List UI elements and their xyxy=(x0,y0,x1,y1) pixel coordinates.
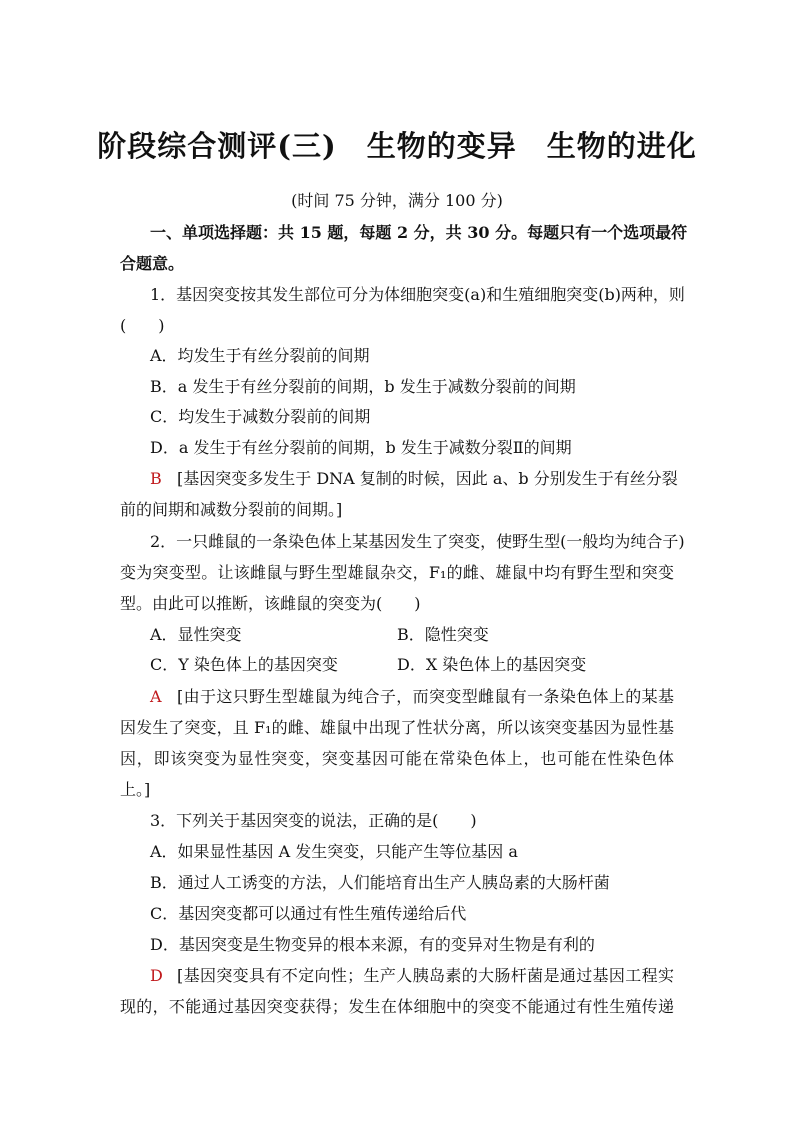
page-title: 阶段综合测评(三) 生物的变异 生物的进化 xyxy=(97,129,697,163)
q1-option-c: C．均发生于减数分裂前的间期 xyxy=(150,407,371,426)
q2-option-c: C．Y 染色体上的基因突变 xyxy=(150,655,338,674)
q2-option-d: D．X 染色体上的基因突变 xyxy=(397,655,587,674)
q1-answer: B xyxy=(150,469,162,488)
q3-stem: 3．下列关于基因突变的说法，正确的是( ) xyxy=(150,811,477,830)
section-heading-line2: 合题意。 xyxy=(120,254,185,273)
q2-explain-line3: 因，即该突变为显性突变，突变基因可能在常染色体上，也可能在性染色体 xyxy=(120,749,674,768)
q3-option-b: B．通过人工诱变的方法，人们能培育出生产人胰岛素的大肠杆菌 xyxy=(150,873,610,892)
q3-answer: D xyxy=(150,966,163,985)
q1-explain-line1: [基因突变多发生于 DNA 复制的时候，因此 a、b 分别发生于有丝分裂 xyxy=(177,469,678,488)
q1-option-a: A．均发生于有丝分裂前的间期 xyxy=(150,346,370,365)
q2-stem-line3: 型。由此可以推断，该雌鼠的突变为( ) xyxy=(120,594,421,613)
section-heading-line1: 一、单项选择题：共 15 题，每题 2 分，共 30 分。每题只有一个选项最符 xyxy=(150,223,688,242)
q1-option-d: D．a 发生于有丝分裂前的间期，b 发生于减数分裂Ⅱ的间期 xyxy=(150,438,572,457)
q2-explain-line4: 上。] xyxy=(120,780,151,799)
q3-option-d: D．基因突变是生物变异的根本来源，有的变异对生物是有利的 xyxy=(150,935,595,954)
q3-option-a: A．如果显性基因 A 发生突变，只能产生等位基因 a xyxy=(150,842,518,861)
q3-option-c: C．基因突变都可以通过有性生殖传递给后代 xyxy=(150,904,467,923)
q1-explain-line2: 前的间期和减数分裂前的间期。] xyxy=(120,500,343,519)
q2-explain-line2: 因发生了突变，且 F₁的雌、雄鼠中出现了性状分离，所以该突变基因为显性基 xyxy=(120,718,674,737)
q2-option-a: A．显性突变 xyxy=(150,625,242,644)
q2-stem-line2: 变为突变型。让该雌鼠与野生型雄鼠杂交，F₁的雌、雄鼠中均有野生型和突变 xyxy=(120,563,674,582)
q2-answer: A xyxy=(150,687,162,706)
q1-option-b: B．a 发生于有丝分裂前的间期，b 发生于减数分裂前的间期 xyxy=(150,377,576,396)
q3-explain-line1: [基因突变具有不定向性；生产人胰岛素的大肠杆菌是通过基因工程实 xyxy=(177,966,674,985)
q1-stem-line1: 1．基因突变按其发生部位可分为体细胞突变(a)和生殖细胞突变(b)两种，则 xyxy=(150,285,685,304)
q1-stem-line2: ( ) xyxy=(120,316,165,335)
q2-explain-line1: [由于这只野生型雄鼠为纯合子，而突变型雌鼠有一条染色体上的某基 xyxy=(177,687,674,706)
q2-option-b: B．隐性突变 xyxy=(397,625,489,644)
exam-meta: (时间 75 分钟，满分 100 分) xyxy=(291,191,503,210)
q3-explain-line2: 现的，不能通过基因突变获得；发生在体细胞中的突变不能通过有性生殖传递 xyxy=(120,997,674,1016)
q2-stem-line1: 2．一只雌鼠的一条染色体上某基因发生了突变，使野生型(一般均为纯合子) xyxy=(150,532,685,551)
